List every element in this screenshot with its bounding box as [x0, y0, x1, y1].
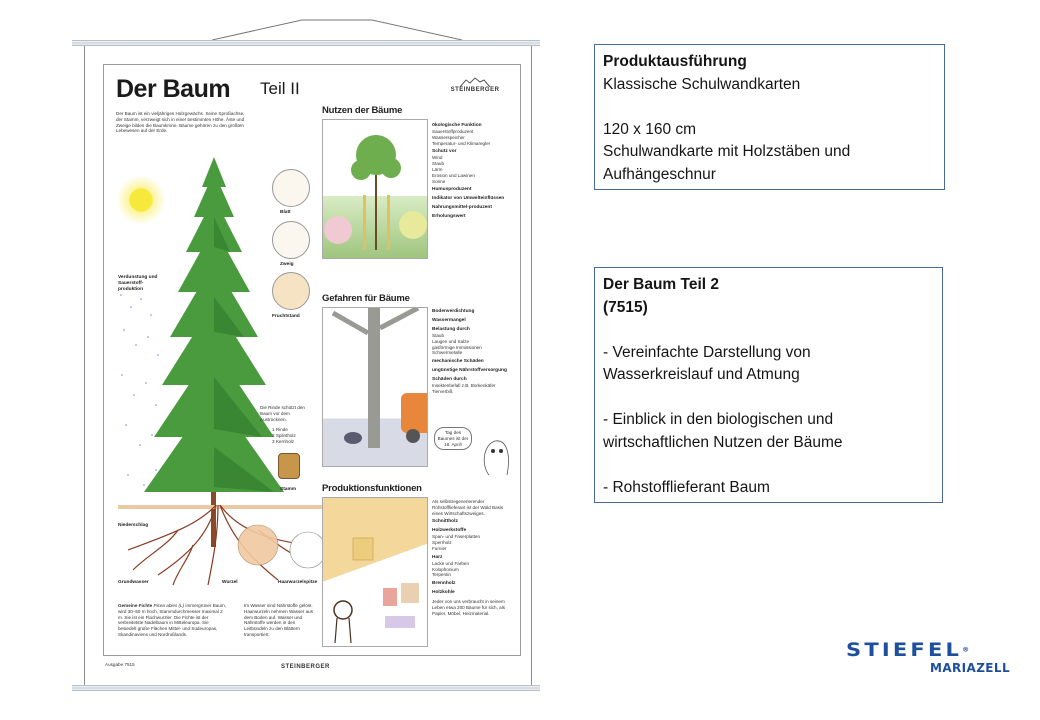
- trunk-cross-section: [278, 453, 300, 479]
- stiefel-logo: [846, 639, 1016, 675]
- label-root-hair-tip: Haarwurzelspitze: [278, 580, 318, 585]
- item-feature-2a: - Einblick in den biologischen und: [603, 411, 834, 428]
- item-feature-1a: - Vereinfachte Darstellung von: [603, 343, 811, 361]
- registered-mark: ®: [962, 646, 970, 654]
- production-illustration: [322, 497, 428, 647]
- speech-bubble: Tag des Baumes ist der 18. April!: [434, 427, 472, 450]
- item-feature-2b: wirtschaftlichen Nutzen der Bäume: [603, 433, 843, 451]
- spruce-tree-illustration: [134, 157, 294, 547]
- cone-detail-circle: [272, 272, 310, 310]
- label-groundwater: Grundwasser: [118, 580, 149, 585]
- wood-products-icon: [323, 498, 428, 647]
- dangers-illustration: [322, 307, 428, 467]
- publisher-name: STEINBERGER: [450, 87, 500, 93]
- tree-car-dog-icon: [323, 308, 428, 467]
- hanging-cord: [212, 18, 462, 42]
- product-size: 120 x 160 cm: [603, 120, 697, 138]
- product-description-1: Schulwandkarte mit Holzstäben und: [603, 143, 851, 160]
- product-description-2: Aufhängeschnur: [603, 165, 716, 183]
- intro-text: Der Baum ist ein vieljähriges Holzgewächs. Seine Sproßachse, der Stamm, verzweigt sich in einer bestimmten Höhe. Äste und Zweige bilden die Baumkrone. Bäume gehören zu den größten Lebewesen auf der Erde.: [116, 111, 245, 134]
- brand-location: MARIAZELL: [929, 661, 1010, 675]
- leaf-detail-circle: [272, 169, 310, 207]
- water-transport-text: Im Wasser sind Nährstoffe gelöst. Haarwurzeln nehmen Wasser aus dem Boden auf. Wasser und Nährstoffe werden in den Leitbündeln zu den Blättern transportiert.: [244, 603, 314, 637]
- mountain-logo-icon: [442, 77, 502, 87]
- production-list: Als selbstregenerierender Rohstofflieferant ist der Wald Basis eines Wirtschaftszweiges. Schnittholz Holzwerkstoffe Span- und Faserplatten Sperrholz Furnier Harz Lacke und Farben Kolophonium Terpentin Brennholz Holzkohle Jeder von uns verbraucht in seinem Leben etwa 200 Bäume für sich, als Papier, Möbel, Heizmaterial.: [432, 499, 506, 616]
- wall-chart-poster: [84, 46, 532, 686]
- benefits-list: ökologische Funktion Sauerstoffproduzent Wasserspeicher Temperatur- und Klimaregler Schutz vor Wind Staub Lärm Erosion und Lawinen Sonne Humusproduzent Indikator von Umwelteinflüssen Nahrungsmittel-produzent Erholungswert: [432, 123, 505, 220]
- benefits-illustration: [322, 119, 428, 259]
- label-leaf: Blatt: [280, 210, 291, 215]
- young-tree-icon: [323, 120, 428, 259]
- poster-subtitle: Teil II: [260, 79, 300, 98]
- section-heading-benefits: Nutzen der Bäume: [322, 105, 403, 116]
- spruce-description: Gemeine Fichte Picea abies (L) immergrüner Baum, wird 30–50 m hoch, Stammdurchmesser maximal 2 m. Sie ist ein Flachwurzler. Die Fichte ist der verbreitetste Nadelbaum in Mitteleuropa. Sie besiedelt große Flächen Mittel- und Südeuropas, Skandinaviens und Nordrußlands.: [118, 603, 227, 637]
- label-precipitation: Niederschlag: [118, 523, 149, 528]
- product-details-box: [594, 44, 945, 190]
- section-heading-production: Produktionsfunktionen: [322, 483, 422, 494]
- label-cone: Fruchtstand: [272, 314, 300, 319]
- bark-note: Die Rinde schützt den Baum vor dem Austrocknen.: [260, 405, 305, 422]
- section-heading-dangers: Gefahren für Bäume: [322, 293, 410, 304]
- bottom-wooden-rod: [72, 685, 540, 691]
- item-feature-1b: Wasserkreislauf und Atmung: [603, 366, 800, 383]
- label-twig: Zweig: [280, 262, 294, 267]
- publisher-logo: [442, 77, 508, 93]
- poster-footer-code: Ausgabe 7515: [105, 662, 135, 667]
- label-root: Wurzel: [222, 580, 238, 585]
- product-type: Klassische Schulwandkarten: [603, 75, 801, 93]
- trunk-layers: 1 Rinde 2 Splintholz 3 Kernholz: [272, 427, 296, 444]
- poster-title: Der Baum: [116, 75, 231, 103]
- twig-detail-circle: [272, 221, 310, 259]
- item-details-box: [594, 267, 943, 503]
- footer-publisher: STEINBERGER: [281, 664, 330, 670]
- label-evaporation: Verdunstung und Sauerstoff-produktion: [118, 275, 158, 292]
- label-trunk: Stamm: [280, 487, 296, 492]
- item-feature-3: - Rohstofflieferant Baum: [603, 478, 770, 496]
- bird-mascot-icon: [479, 435, 513, 477]
- brand-name: STIEFEL: [846, 639, 963, 661]
- item-code: (7515): [603, 298, 648, 316]
- root-system-illustration: [118, 505, 338, 590]
- product-details-heading: Produktausführung: [603, 53, 747, 70]
- dangers-list: Bodenverdichtung Wassermangel Belastung durch Staub Laugen und Salze gasförmige Immissionen Schwermetalle mechanische Schäden ungünstige Nährstoffversorgung Schäden durch Insektenbefall z.B. Borkenkäfer Tierverbiß: [432, 309, 507, 394]
- item-title: Der Baum Teil 2: [603, 276, 720, 293]
- poster-sheet: [103, 64, 521, 656]
